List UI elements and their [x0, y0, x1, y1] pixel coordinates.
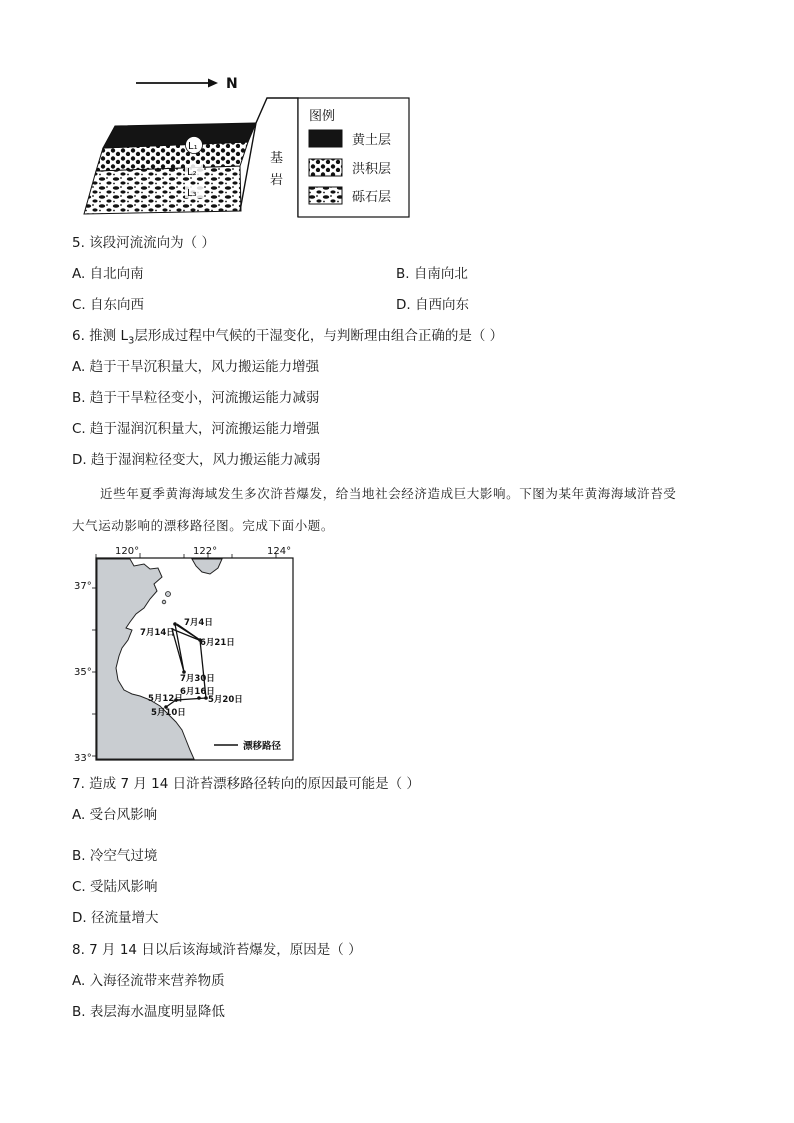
q6-stem-after: 层形成过程中气候的干湿变化，与判断理由组合正确的是（ ） [134, 328, 504, 344]
legend-swatch-gravel [309, 187, 342, 204]
bedrock-label-1: 基 [270, 151, 284, 166]
date-label-may10: 5月10日 [151, 708, 186, 718]
date-label-may12: 5月12日 [148, 694, 183, 704]
legend-label-gravel: 砾石层 [352, 190, 392, 205]
legend-label-alluvial: 洪积层 [352, 162, 392, 177]
gravel-layer-l3 [84, 166, 241, 214]
q5-option-c[interactable]: C. 自东向西 [72, 297, 145, 313]
q6-stem-before: 6. 推测 L [72, 328, 128, 344]
q6-stem-sub: 3 [127, 335, 135, 347]
q5-option-a[interactable]: A. 自北向南 [72, 266, 144, 282]
q7-option-d[interactable]: D. 径流量增大 [72, 910, 159, 926]
island [162, 600, 166, 604]
question-5-stem: 5. 该段河流流向为（ ） [72, 235, 215, 251]
lon-label-122: 122° [193, 546, 218, 557]
bedrock-label-2: 岩 [270, 173, 284, 188]
date-label-may20: 5月20日 [208, 695, 243, 705]
layer-l3-label: L₃ [187, 188, 197, 199]
layer-l1-label: L₁ [188, 141, 198, 152]
q8-option-b[interactable]: B. 表层海水温度明显降低 [72, 1004, 225, 1020]
q6-option-a[interactable]: A. 趋于干旱沉积量大，风力搬运能力增强 [72, 359, 320, 375]
q6-option-b[interactable]: B. 趋于干旱粒径变小，河流搬运能力减弱 [72, 390, 320, 406]
q5-option-b[interactable]: B. 自南向北 [396, 266, 468, 282]
date-label-jul4: 7月4日 [184, 618, 213, 628]
date-label-jul14: 7月14日 [140, 628, 175, 638]
north-arrow-head [208, 79, 218, 88]
lon-label-120: 120° [115, 546, 140, 557]
date-label-jul30: 7月30日 [180, 674, 215, 684]
intro-line-2: 大气运动影响的漂移路径图。完成下面小题。 [72, 518, 335, 533]
date-label-jun16: 6月16日 [180, 687, 215, 697]
q7-option-a[interactable]: A. 受台风影响 [72, 807, 158, 823]
lat-label-33: 33° [74, 753, 92, 764]
island [166, 592, 171, 597]
lon-label-124: 124° [267, 546, 292, 557]
legend-swatch-alluvial [309, 159, 342, 176]
question-8-stem: 8. 7 月 14 日以后该海域浒苔爆发，原因是（ ） [72, 942, 362, 958]
drift-path-map [72, 544, 300, 766]
layer-l2-label: L₂ [187, 167, 197, 178]
date-label-jun21: 6月21日 [200, 638, 235, 648]
north-label: N [226, 76, 238, 92]
lat-label-37: 37° [74, 581, 92, 592]
q6-option-c[interactable]: C. 趋于湿润沉积量大，河流搬运能力增强 [72, 421, 320, 437]
q5-option-d[interactable]: D. 自西向东 [396, 297, 469, 313]
q7-option-b[interactable]: B. 冷空气过境 [72, 848, 158, 864]
q8-option-a[interactable]: A. 入海径流带来营养物质 [72, 973, 225, 989]
q7-option-c[interactable]: C. 受陆风影响 [72, 879, 158, 895]
legend-title: 图例 [309, 109, 336, 124]
lat-label-35: 35° [74, 667, 92, 678]
q6-option-d[interactable]: D. 趋于湿润粒径变大，风力搬运能力减弱 [72, 452, 321, 468]
bedrock-boundary [240, 98, 298, 217]
stratigraphy-figure [70, 68, 420, 220]
intro-line-1: 近些年夏季黄海海域发生多次浒苔爆发，给当地社会经济造成巨大影响。下图为某年黄海海域浒苔受 [100, 486, 677, 501]
question-6-stem [72, 327, 503, 351]
map-legend-label: 漂移路径 [243, 741, 282, 752]
question-7-stem: 7. 造成 7 月 14 日浒苔漂移路径转向的原因最可能是（ ） [72, 776, 420, 792]
legend-label-loess: 黄土层 [352, 133, 392, 148]
legend-swatch-loess [309, 130, 342, 147]
